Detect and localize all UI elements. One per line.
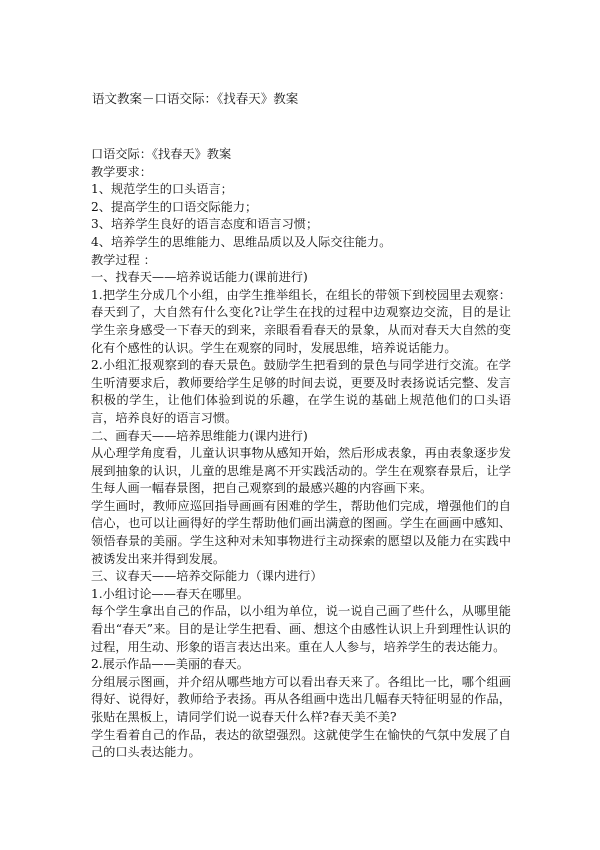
section-2-paragraph-1: 从心理学角度看，儿童认识事物从感知开始，然后形成表象，再由表象逐步发展到抽象的认识，儿童的思维是离不开实践活动的。学生在观察春景后，让学生每人画一幅春景图，把自己观察到的最感兴趣的内容画下来。 xyxy=(91,446,511,496)
requirements-heading: 教学要求： xyxy=(91,164,152,179)
section-1-heading: 一、找春天——培养说话能力(课前进行) xyxy=(91,270,308,285)
section-3-paragraph-3: 学生看着自己的作品，表达的欲望强烈。这就使学生在愉快的气氛中发展了自己的口头表达能力。 xyxy=(91,727,511,760)
section-3-heading: 三、议春天——培养交际能力（课内进行） xyxy=(91,569,323,584)
requirement-item-2: 2、提高学生的口语交际能力； xyxy=(91,199,258,214)
section-2-paragraph-2: 学生画时，教师应巡回指导画画有困难的学生，帮助他们完成，增强他们的自信心，也可以让画得好的学生帮助他们画出满意的图画。学生在画画中感知、领悟春景的美丽。学生这种对未知事物进行主动探索的愿望以及能力在实践中被诱发出来并得到发展。 xyxy=(91,498,511,566)
requirement-item-1: 1、规范学生的口头语言； xyxy=(91,182,233,197)
section-1-paragraph-2: 2.小组汇报观察到的春天景色。鼓励学生把看到的景色与同学进行交流。在学生听清要求后，教师要给学生足够的时间去说，更要及时表扬说话完整、发言积极的学生，让他们体验到说的乐趣，在学生说的基础上规范他们的口头语言，培养良好的语言习惯。 xyxy=(91,358,511,425)
requirement-item-4: 4、培养学生的思维能力、思维品质以及人际交往能力。 xyxy=(91,234,392,249)
section-3-subheading-2: 2.展示作品——美丽的春天。 xyxy=(91,657,249,672)
section-3-paragraph-2: 分组展示图画，并介绍从哪些地方可以看出春天来了。各组比一比，哪个组画得好、说得好，教师给予表扬。再从各组画中选出几幅春天特征明显的作品，张贴在黑板上，请同学们说一说春天什么样?春天美不美? xyxy=(91,674,511,724)
requirement-item-3: 3、培养学生良好的语言态度和语言习惯； xyxy=(91,217,319,232)
document-title: 口语交际：《找春天》教案 xyxy=(91,147,232,161)
process-heading: 教学过程 ： xyxy=(91,252,156,267)
document-body xyxy=(91,146,511,762)
page-header-title: 语文教案－口语交际：《找春天》教案 xyxy=(92,91,299,106)
section-3-subheading-1: 1.小组讨论——春天在哪里。 xyxy=(91,586,249,601)
section-2-heading: 二、画春天——培养思维能力(课内进行) xyxy=(91,428,308,443)
section-3-paragraph-1: 每个学生拿出自己的作品，以小组为单位，说一说自己画了些什么，从哪里能看出“春天”来。目的是让学生把看、画、想这个由感性认识上升到理性认识的过程，用生动、形象的语言表达出来。重在人人参与，培养学生的表达能力。 xyxy=(91,604,511,654)
section-1-paragraph-1: 1.把学生分成几个小组，由学生推举组长，在组长的带领下到校园里去观察：春天到了，大自然有什么变化?让学生在找的过程中边观察边交流，目的是让学生亲身感受一下春天的到来，亲眼看看春天的景象，从而对春天大自然的变化有个感性的认识。学生在观察的同时，发展思维，培养说话能力。 xyxy=(91,287,511,355)
